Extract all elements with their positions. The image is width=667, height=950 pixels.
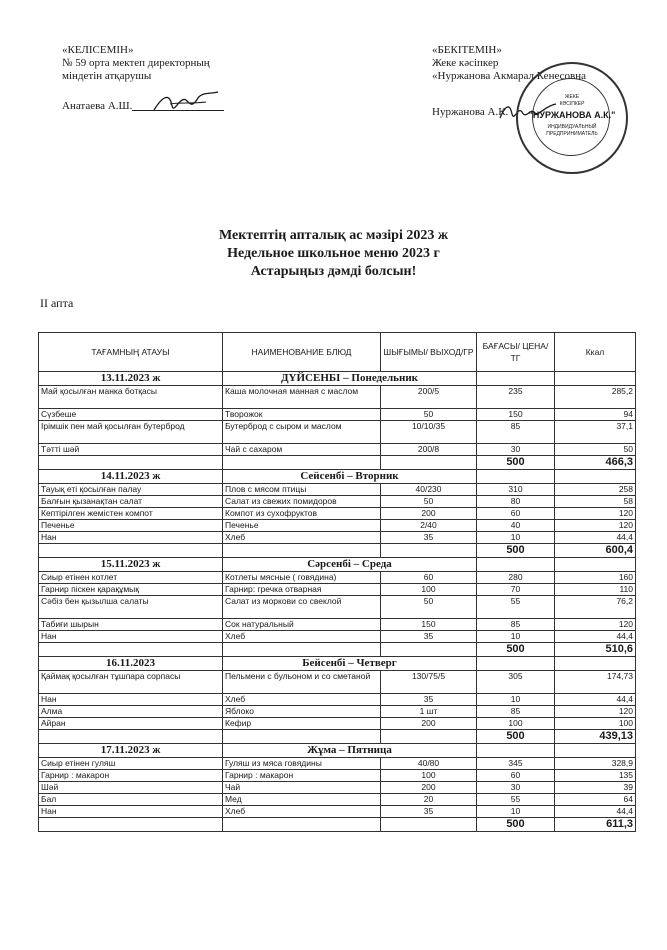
dish-price: 85: [477, 619, 555, 631]
menu-body: [39, 372, 636, 832]
stamp-sub-1: ЖЕКЕ: [564, 94, 580, 100]
col-header-output: ШЫҒЫМЫ/ ВЫХОД/ГР: [381, 333, 477, 372]
dish-price: 60: [477, 770, 555, 782]
table-row: [39, 770, 636, 782]
dish-output: 150: [381, 619, 477, 631]
dish-kcal: 44,4: [555, 532, 636, 544]
total-kcal: 600,4: [555, 544, 636, 558]
dish-name-ru: Гарнир : макарон: [223, 770, 381, 782]
dish-name-kz: Нан: [39, 631, 223, 643]
empty-cell: [39, 544, 223, 558]
day-date: 17.11.2023 ж: [39, 744, 223, 758]
dish-kcal: 76,2: [555, 596, 636, 619]
dish-output: 35: [381, 806, 477, 818]
dish-name-ru: Гуляш из мяса говядины: [223, 758, 381, 770]
day-header-row: [39, 558, 636, 572]
dish-output: 2/40: [381, 520, 477, 532]
day-date: 16.11.2023: [39, 657, 223, 671]
table-row: [39, 694, 636, 706]
dish-price: 70: [477, 584, 555, 596]
dish-name-ru: Салат из моркови со свеклой: [223, 596, 381, 619]
stamp-sub-4: ПРЕДПРИНИМАТЕЛЬ: [546, 131, 598, 137]
dish-price: 30: [477, 782, 555, 794]
table-row: [39, 619, 636, 631]
dish-name-ru: Плов с мясом птицы: [223, 484, 381, 496]
dish-kcal: 120: [555, 520, 636, 532]
dish-name-kz: Алма: [39, 706, 223, 718]
table-row: [39, 631, 636, 643]
dish-name-ru: Мед: [223, 794, 381, 806]
dish-kcal: 135: [555, 770, 636, 782]
dish-price: 85: [477, 706, 555, 718]
dish-kcal: 100: [555, 718, 636, 730]
table-row: [39, 584, 636, 596]
dish-name-ru: Хлеб: [223, 806, 381, 818]
agree-title: «КЕЛІСЕМІН»: [62, 44, 134, 56]
empty-cell: [477, 657, 555, 671]
empty-cell: [223, 643, 381, 657]
table-row: [39, 484, 636, 496]
table-header-row: [39, 333, 636, 372]
dish-output: 50: [381, 596, 477, 619]
dish-kcal: 120: [555, 619, 636, 631]
total-price: 500: [477, 730, 555, 744]
dish-name-ru: Сок натуральный: [223, 619, 381, 631]
dish-kcal: 50: [555, 444, 636, 456]
empty-cell: [39, 456, 223, 470]
dish-name-ru: Чай с сахаром: [223, 444, 381, 456]
dish-name-kz: Печенье: [39, 520, 223, 532]
dish-kcal: 94: [555, 409, 636, 421]
dish-output: 200: [381, 508, 477, 520]
table-row: [39, 758, 636, 770]
dish-name-ru: Чай: [223, 782, 381, 794]
dish-name-ru: Пельмени с бульоном и со сметаной: [223, 671, 381, 694]
table-row: [39, 706, 636, 718]
menu-table: [38, 332, 636, 832]
table-row: [39, 532, 636, 544]
table-row: [39, 508, 636, 520]
dish-kcal: 44,4: [555, 631, 636, 643]
table-row: [39, 596, 636, 619]
dish-output: 40/230: [381, 484, 477, 496]
dish-name-kz: Нан: [39, 806, 223, 818]
dish-price: 150: [477, 409, 555, 421]
day-header-row: [39, 372, 636, 386]
dish-output: 60: [381, 572, 477, 584]
dish-price: 60: [477, 508, 555, 520]
dish-name-ru: Хлеб: [223, 694, 381, 706]
dish-name-ru: Бутерброд с сыром и маслом: [223, 421, 381, 444]
dish-kcal: 120: [555, 508, 636, 520]
dish-name-ru: Компот из сухофруктов: [223, 508, 381, 520]
col-header-kz: ТАҒАМНЫҢ АТАУЫ: [39, 333, 223, 372]
total-kcal: 510,6: [555, 643, 636, 657]
dish-price: 10: [477, 532, 555, 544]
day-name: ДҮЙСЕНБІ – Понедельник: [223, 372, 477, 386]
dish-name-kz: Табиғи шырын: [39, 619, 223, 631]
col-header-price: БАҒАСЫ/ ЦЕНА/ТГ: [477, 333, 555, 372]
entrepreneur-stamp: [516, 62, 628, 174]
day-date: 13.11.2023 ж: [39, 372, 223, 386]
approve-signer: Нуржанова А.К.: [432, 106, 509, 118]
stamp-sub-2: КӘСІПКЕР: [559, 101, 585, 107]
day-header-row: [39, 744, 636, 758]
dish-name-kz: Балғын қызанақтан салат: [39, 496, 223, 508]
dish-name-ru: Каша молочная манная с маслом: [223, 386, 381, 409]
day-total-row: [39, 730, 636, 744]
dish-name-kz: Нан: [39, 532, 223, 544]
dish-name-kz: Май қосылған манка ботқасы: [39, 386, 223, 409]
col-header-kcal: Ккал: [555, 333, 636, 372]
dish-output: 20: [381, 794, 477, 806]
dish-output: 100: [381, 770, 477, 782]
table-row: [39, 671, 636, 694]
dish-kcal: 328,9: [555, 758, 636, 770]
dish-name-ru: Котлеты мясные ( говядина): [223, 572, 381, 584]
dish-output: 200/8: [381, 444, 477, 456]
dish-price: 10: [477, 631, 555, 643]
empty-cell: [555, 558, 636, 572]
day-total-row: [39, 544, 636, 558]
dish-output: 10/10/35: [381, 421, 477, 444]
dish-kcal: 37,1: [555, 421, 636, 444]
dish-kcal: 58: [555, 496, 636, 508]
empty-cell: [381, 818, 477, 832]
dish-kcal: 44,4: [555, 694, 636, 706]
total-kcal: 439,13: [555, 730, 636, 744]
agree-block: [62, 44, 210, 83]
day-name: Бейсенбі – Четверг: [223, 657, 477, 671]
table-row: [39, 386, 636, 409]
dish-price: 10: [477, 694, 555, 706]
approve-line-1: Жеке кәсіпкер: [432, 57, 499, 69]
dish-name-kz: Сиыр етінен котлет: [39, 572, 223, 584]
empty-cell: [555, 470, 636, 484]
empty-cell: [223, 544, 381, 558]
stamp-sub-3: ИНДИВИДУАЛЬНЫЙ: [547, 124, 597, 130]
dish-kcal: 39: [555, 782, 636, 794]
dish-kcal: 110: [555, 584, 636, 596]
empty-cell: [555, 744, 636, 758]
dish-kcal: 160: [555, 572, 636, 584]
dish-name-kz: Ірімшік пен май қосылған бутерброд: [39, 421, 223, 444]
dish-name-kz: Гарнир піскен қарақұмық: [39, 584, 223, 596]
dish-output: 35: [381, 532, 477, 544]
dish-output: 50: [381, 409, 477, 421]
total-price: 500: [477, 643, 555, 657]
title-kz: Мектептің апталық ас мәзірі 2023 ж: [218, 228, 448, 243]
day-date: 15.11.2023 ж: [39, 558, 223, 572]
dish-output: 200/5: [381, 386, 477, 409]
table-row: [39, 718, 636, 730]
day-name: Жұма – Пятница: [223, 744, 477, 758]
agree-signer: Анатаева А.Ш.: [62, 100, 133, 112]
empty-cell: [477, 558, 555, 572]
dish-price: 100: [477, 718, 555, 730]
agree-signature-image: [150, 88, 222, 116]
table-row: [39, 409, 636, 421]
empty-cell: [555, 657, 636, 671]
dish-name-ru: Кефир: [223, 718, 381, 730]
dish-name-kz: Нан: [39, 694, 223, 706]
dish-output: 50: [381, 496, 477, 508]
dish-kcal: 64: [555, 794, 636, 806]
empty-cell: [39, 818, 223, 832]
total-kcal: 466,3: [555, 456, 636, 470]
dish-name-ru: Печенье: [223, 520, 381, 532]
dish-output: 100: [381, 584, 477, 596]
dish-name-kz: Тәтті шәй: [39, 444, 223, 456]
day-total-row: [39, 456, 636, 470]
dish-name-ru: Хлеб: [223, 631, 381, 643]
table-row: [39, 444, 636, 456]
dish-price: 30: [477, 444, 555, 456]
dish-name-kz: Сәбіз бен қызылша салаты: [39, 596, 223, 619]
dish-price: 55: [477, 596, 555, 619]
dish-name-ru: Салат из свежих помидоров: [223, 496, 381, 508]
empty-cell: [555, 372, 636, 386]
day-name: Сәрсенбі – Среда: [223, 558, 477, 572]
empty-cell: [39, 730, 223, 744]
dish-kcal: 258: [555, 484, 636, 496]
title-ru: Недельное школьное меню 2023 г: [227, 246, 440, 261]
table-row: [39, 572, 636, 584]
dish-name-kz: Бал: [39, 794, 223, 806]
dish-name-kz: Қаймақ қосылған тұшпара сорпасы: [39, 671, 223, 694]
day-date: 14.11.2023 ж: [39, 470, 223, 484]
empty-cell: [477, 372, 555, 386]
dish-output: 35: [381, 694, 477, 706]
empty-cell: [223, 818, 381, 832]
table-row: [39, 496, 636, 508]
empty-cell: [223, 456, 381, 470]
dish-name-ru: Хлеб: [223, 532, 381, 544]
table-row: [39, 782, 636, 794]
empty-cell: [381, 730, 477, 744]
empty-cell: [477, 470, 555, 484]
dish-price: 55: [477, 794, 555, 806]
dish-kcal: 174,73: [555, 671, 636, 694]
dish-price: 235: [477, 386, 555, 409]
dish-output: 200: [381, 718, 477, 730]
title-wish: Астарыңыз дәмді болсын!: [250, 264, 417, 279]
dish-kcal: 120: [555, 706, 636, 718]
dish-name-kz: Шәй: [39, 782, 223, 794]
stamp-name: "НУРЖАНОВА А.К.": [528, 110, 616, 120]
col-header-ru: НАИМЕНОВАНИЕ БЛЮД: [223, 333, 381, 372]
dish-price: 305: [477, 671, 555, 694]
empty-cell: [477, 744, 555, 758]
total-price: 500: [477, 818, 555, 832]
dish-output: 40/80: [381, 758, 477, 770]
dish-output: 35: [381, 631, 477, 643]
day-total-row: [39, 643, 636, 657]
total-price: 500: [477, 456, 555, 470]
day-name: Сейсенбі – Вторник: [223, 470, 477, 484]
dish-price: 345: [477, 758, 555, 770]
table-row: [39, 806, 636, 818]
dish-output: 200: [381, 782, 477, 794]
table-row: [39, 794, 636, 806]
day-header-row: [39, 657, 636, 671]
dish-price: 80: [477, 496, 555, 508]
empty-cell: [381, 544, 477, 558]
dish-kcal: 285,2: [555, 386, 636, 409]
table-row: [39, 421, 636, 444]
dish-name-kz: Гарнир : макарон: [39, 770, 223, 782]
dish-price: 40: [477, 520, 555, 532]
dish-output: 1 шт: [381, 706, 477, 718]
dish-name-kz: Кептірілген жемістен компот: [39, 508, 223, 520]
dish-price: 10: [477, 806, 555, 818]
dish-name-ru: Гарнир: гречка отварная: [223, 584, 381, 596]
day-header-row: [39, 470, 636, 484]
dish-name-ru: Творожок: [223, 409, 381, 421]
dish-price: 280: [477, 572, 555, 584]
dish-kcal: 44,4: [555, 806, 636, 818]
empty-cell: [223, 730, 381, 744]
dish-price: 85: [477, 421, 555, 444]
dish-output: 130/75/5: [381, 671, 477, 694]
dish-name-kz: Тауық еті қосылған палау: [39, 484, 223, 496]
agree-line-2: міндетін атқарушы: [62, 70, 152, 82]
dish-price: 310: [477, 484, 555, 496]
dish-name-kz: Сүзбеше: [39, 409, 223, 421]
empty-cell: [381, 456, 477, 470]
total-price: 500: [477, 544, 555, 558]
total-kcal: 611,3: [555, 818, 636, 832]
approve-line-2: «Нуржанова Акмарал Кенесовна: [432, 70, 586, 82]
dish-name-kz: Айран: [39, 718, 223, 730]
agree-line-1: № 59 орта мектеп директорның: [62, 57, 210, 69]
empty-cell: [39, 643, 223, 657]
week-label: II апта: [40, 296, 74, 310]
day-total-row: [39, 818, 636, 832]
table-row: [39, 520, 636, 532]
approve-title: «БЕКІТЕМІН»: [432, 44, 502, 56]
dish-name-ru: Яблоко: [223, 706, 381, 718]
dish-name-kz: Сиыр етінен гуляш: [39, 758, 223, 770]
empty-cell: [381, 643, 477, 657]
